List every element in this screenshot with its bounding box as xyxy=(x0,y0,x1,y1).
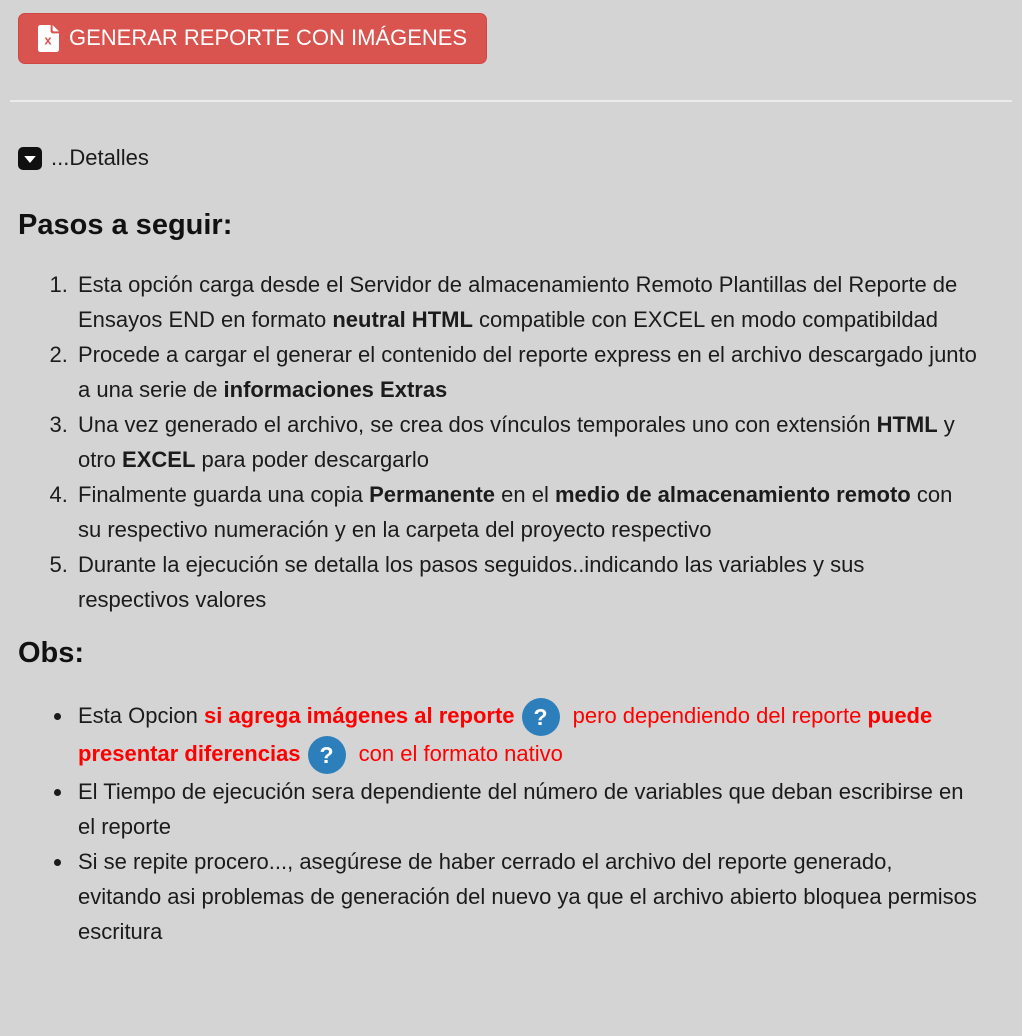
text-segment: EXCEL xyxy=(122,447,196,472)
text-segment: Durante la ejecución se detalla los pasos seguidos..indicando las variables y sus respectivos valores xyxy=(78,552,865,612)
obs-section-title: Obs: xyxy=(18,637,85,669)
generate-report-button-label: GENERAR REPORTE CON IMÁGENES xyxy=(69,25,468,51)
text-segment: si agrega imágenes al reporte xyxy=(203,703,515,728)
text-segment: Si se repite procero..., asegúrese de haber cerrado el archivo del reporte generado, evitando asi problemas de generación del nuevo ya que el archivo abierto bloquea permisos escritura xyxy=(78,849,977,945)
text-segment: con el formato nativo xyxy=(352,741,563,767)
question-circle-icon[interactable]: ? xyxy=(522,698,560,736)
text-segment: y otro xyxy=(78,412,955,472)
text-segment: puede presentar diferencias xyxy=(78,703,933,767)
text-segment: Procede a cargar el generar el contenido del reporte express en el archivo descargado junto a una serie de xyxy=(78,342,977,402)
list-item xyxy=(74,547,978,617)
steps-list xyxy=(18,267,978,617)
list-item xyxy=(74,477,978,547)
divider xyxy=(10,100,1012,102)
text-segment: en el xyxy=(495,482,555,507)
text-segment: informaciones Extras xyxy=(223,377,448,402)
generate-report-button[interactable] xyxy=(18,13,487,64)
text-segment: Permanente xyxy=(369,482,496,507)
list-item xyxy=(74,774,978,844)
text-segment: Finalmente guarda una copia xyxy=(78,482,370,507)
text-segment: con su respectivo numeración y en la carpeta del proyecto respectivo xyxy=(78,482,953,542)
list-item xyxy=(74,844,978,949)
details-toggle-label: ...Detalles xyxy=(51,145,149,170)
text-segment: pero dependiendo del reporte xyxy=(566,703,868,728)
text-segment: para poder descargarlo xyxy=(195,447,429,472)
text-segment: Una vez generado el archivo, se crea dos vínculos temporales uno con extensión xyxy=(78,412,877,437)
question-circle-icon[interactable]: ? xyxy=(308,736,346,774)
text-segment: neutral HTML xyxy=(332,307,473,332)
text-segment: Esta opción carga desde el Servidor de almacenamiento Remoto Plantillas del Reporte de Ensayos END en formato xyxy=(78,272,958,332)
details-toggle[interactable] xyxy=(18,145,149,171)
list-item xyxy=(74,337,978,407)
obs-list xyxy=(18,698,978,949)
text-segment: Esta Opcion xyxy=(78,703,204,728)
excel-file-icon xyxy=(38,25,59,52)
text-segment: El Tiempo de ejecución sera dependiente del número de variables que deban escribirse en el reporte xyxy=(78,779,964,840)
text-segment: HTML xyxy=(876,412,938,437)
caret-down-square-icon[interactable] xyxy=(18,147,42,170)
text-segment: medio de almacenamiento remoto xyxy=(554,482,911,507)
list-item xyxy=(74,698,978,774)
list-item xyxy=(74,407,978,477)
list-item xyxy=(74,267,978,337)
text-segment: compatible con EXCEL en modo compatibildad xyxy=(472,307,939,332)
svg-text:x: x xyxy=(44,32,52,48)
steps-section-title: Pasos a seguir: xyxy=(18,209,233,241)
